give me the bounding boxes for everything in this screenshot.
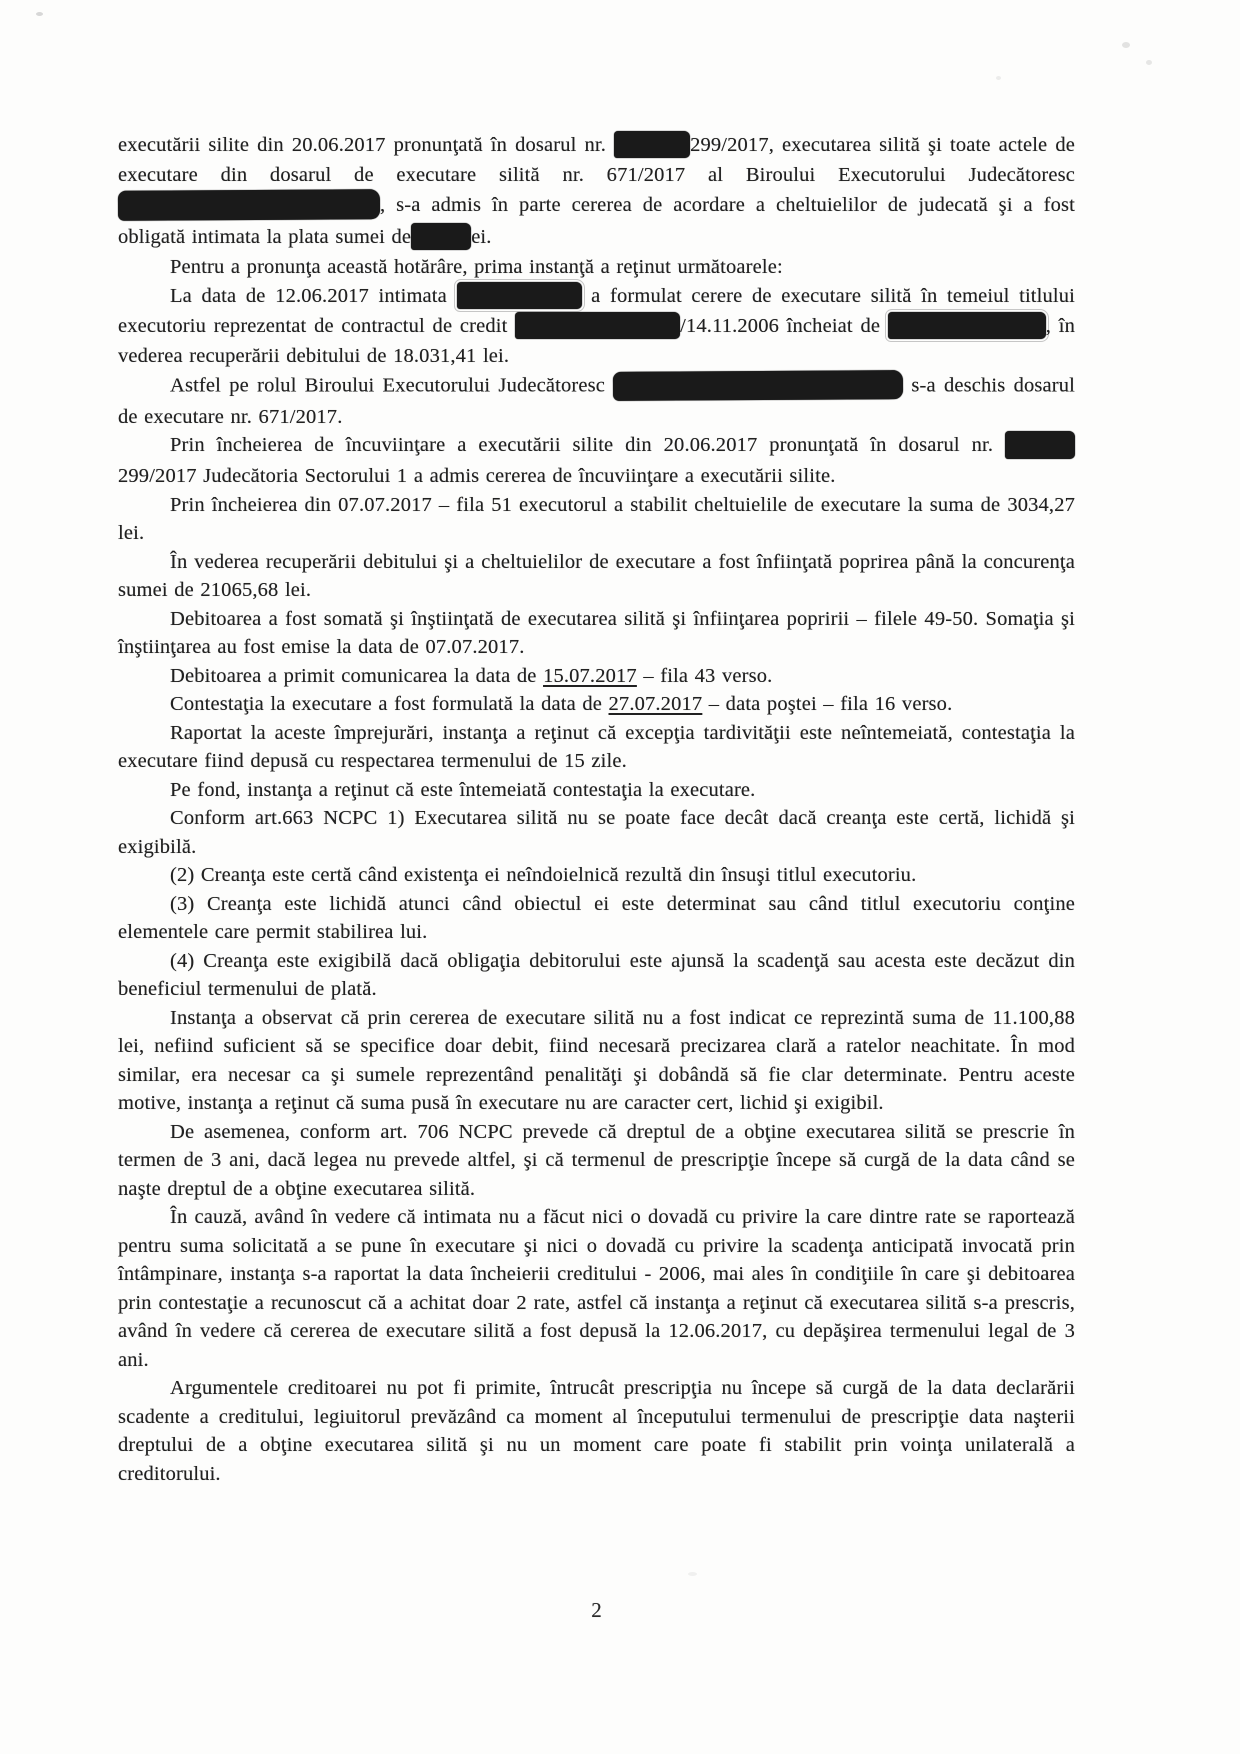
paragraph bbox=[118, 548, 1075, 605]
text-run: – fila 43 verso. bbox=[636, 664, 773, 687]
underlined-date: 15.07.2017 bbox=[543, 664, 637, 687]
text-run: Debitoarea a fost somată şi înştiinţată de executarea silită şi înfiinţarea popririi – filele 49-50. Somaţia şi înştiinţarea au fost emise la data de 07.07.2017. bbox=[118, 607, 1075, 659]
paragraph bbox=[118, 1118, 1075, 1204]
text-run: Instanţa a observat că prin cererea de executare silită nu a fost indicat ce reprezintă suma de 11.100,88 lei, nefiind suficient să se specifice doar debit, fiind necesară precizarea clară a ratelor neachitate. În mod similar, era necesar ca şi sumele reprezentând penalităţi şi dobândă să fie clar determinate. Pentru aceste motive, instanţa a reţinut că suma pusă în executare nu are caracter cert, lichid şi exigibil. bbox=[118, 1006, 1075, 1115]
text-run: (3) Creanţa este lichidă atunci când obiectul ei este determinat sau când titlul executoriu conţine elementele care permit stabilirea lui. bbox=[118, 892, 1075, 944]
paragraph bbox=[118, 131, 1075, 253]
scan-speck bbox=[36, 12, 43, 16]
paragraph bbox=[118, 371, 1075, 432]
document-body bbox=[118, 131, 1075, 1488]
scan-speck bbox=[1122, 42, 1130, 48]
text-run: s-a deschis dosarul de executare nr. 671/2017. bbox=[118, 374, 1075, 428]
text-run: Argumentele creditoarei nu pot fi primite, întrucât prescripţia nu începe să curgă de la data declarării scadente a creditului, legiuitorul prevăzând ca moment al începutului termenului de prescripţie data naşterii dreptului de a obţine executarea silită şi nu un moment care poate fi stabilit prin voinţa unilaterală a creditorului. bbox=[118, 1377, 1075, 1485]
text-run: Astfel pe rolul Biroului Executorului Judecătoresc bbox=[170, 374, 614, 397]
paragraph bbox=[118, 776, 1075, 805]
text-run: Conform art.663 NCPC 1) Executarea silită nu se poate face decât dacă creanţa este certă, lichidă şi exigibilă. bbox=[118, 807, 1075, 858]
text-run: (2) Creanţa este certă când existenţa ei neîndoielnică rezultă din însuşi titlul executoriu. bbox=[170, 864, 917, 887]
paragraph bbox=[118, 431, 1075, 491]
text-run: , s-a admis în parte cererea de acordare a cheltuielilor de judecată şi a fost obligată intimata la plata sumei de bbox=[118, 194, 1075, 248]
text-run: ei. bbox=[471, 225, 492, 248]
text-run: /14.11.2006 încheiat de bbox=[680, 314, 888, 337]
scan-speck bbox=[1146, 60, 1152, 65]
text-run: Prin încheierea din 07.07.2017 – fila 51 executorul a stabilit cheltuielile de executare la suma de 3034,27 lei. bbox=[118, 493, 1075, 545]
text-run: Pe fond, instanţa a reţinut că este întemeiată contestaţia la executare. bbox=[170, 778, 756, 801]
redaction-bar bbox=[613, 370, 903, 401]
text-run: În vederea recuperării debitului şi a cheltuielilor de executare a fost înfiinţată poprirea până la concurenţa sumei de 21065,68 lei. bbox=[118, 550, 1075, 602]
scan-speck bbox=[688, 1572, 697, 1576]
paragraph bbox=[118, 491, 1075, 548]
text-run: De asemenea, conform art. 706 NCPC prevede că dreptul de a obţine executarea silită se prescrie în termen de 3 ani, dacă legea nu prevede altfel, şi că termenul de prescripţie începe să curgă de la data când se naşte dreptul de a obţine executarea silită. bbox=[118, 1120, 1075, 1200]
paragraph bbox=[118, 861, 1075, 890]
text-run: Prin încheierea de încuviinţare a executării silite din 20.06.2017 pronunţată în dosarul nr. bbox=[170, 434, 1005, 457]
paragraph bbox=[118, 890, 1075, 947]
redaction-bar bbox=[457, 282, 582, 309]
paragraph bbox=[118, 947, 1075, 1004]
paragraph bbox=[118, 1004, 1075, 1118]
text-run: a formulat cerere de executare silită în temeiul titlului executoriu reprezentat de contractul de credit bbox=[118, 284, 1075, 337]
text-run: Pentru a pronunţa această hotărâre, prima instanţă a reţinut următoarele: bbox=[170, 256, 783, 279]
paragraph bbox=[118, 605, 1075, 662]
text-run: Raportat la aceste împrejurări, instanţa a reţinut că excepţia tardivităţii este neîntemeiată, contestaţia la executare fiind depusă cu respectarea termenului de 15 zile. bbox=[118, 721, 1075, 773]
text-run: Contestaţia la executare a fost formulată la data de bbox=[170, 693, 609, 716]
redaction-bar bbox=[515, 312, 680, 339]
text-run: (4) Creanţa este exigibilă dacă obligaţia debitorului este ajunsă la scadenţă sau acesta este decăzut din beneficiul termenului de plată. bbox=[118, 949, 1075, 1001]
text-run: , în vederea recuperării debitului de 18.031,41 lei. bbox=[118, 314, 1076, 368]
text-run: În cauză, având în vedere că intimata nu a făcut nici o dovadă cu privire la care dintre rate se raportează pentru suma solicitată a se pune în executare şi nici o dovadă cu privire la scadenţa anticipată invocată prin întâmpinare, instanţa s-a raportat la data încheierii creditului - 2006, mai ales în condiţiile în care şi debitoarea prin contestaţie a recunoscut că a achitat doar 2 rate, astfel că instanţa a reţinut că executarea silită s-a prescris, având în vedere că cererea de executare silită a fost depusă la 12.06.2017, cu depăşirea termenului legal de 3 ani. bbox=[118, 1206, 1075, 1371]
text-run: Debitoarea a primit comunicarea la data de bbox=[170, 664, 544, 687]
text-run: 299/2017, executarea silită şi toate actele de executare din dosarul de executare silită nr. 671/2017 al Biroului Executorului Judecătoresc bbox=[118, 134, 1075, 187]
paragraph bbox=[118, 282, 1075, 371]
text-run: executării silite din 20.06.2017 pronunţată în dosarul nr. bbox=[118, 134, 615, 156]
text-run: La data de 12.06.2017 intimata bbox=[170, 284, 457, 307]
redaction-bar bbox=[614, 131, 690, 158]
redaction-bar bbox=[888, 312, 1046, 339]
paragraph bbox=[118, 690, 1075, 719]
redaction-bar bbox=[411, 223, 471, 250]
text-run: 299/2017 Judecătoria Sectorului 1 a admis cererea de încuviinţare a executării silite. bbox=[118, 465, 836, 488]
redaction-bar bbox=[118, 189, 380, 221]
redaction-bar bbox=[1005, 431, 1075, 459]
paragraph bbox=[118, 1203, 1075, 1374]
paragraph bbox=[118, 719, 1075, 776]
paragraph bbox=[118, 804, 1075, 861]
page-number: 2 bbox=[591, 1598, 602, 1622]
paragraph bbox=[118, 1374, 1075, 1488]
text-run: – data poştei – fila 16 verso. bbox=[702, 693, 953, 716]
paragraph bbox=[118, 253, 1075, 282]
paragraph bbox=[118, 662, 1075, 691]
underlined-date: 27.07.2017 bbox=[608, 693, 703, 716]
scan-speck bbox=[996, 76, 1001, 80]
